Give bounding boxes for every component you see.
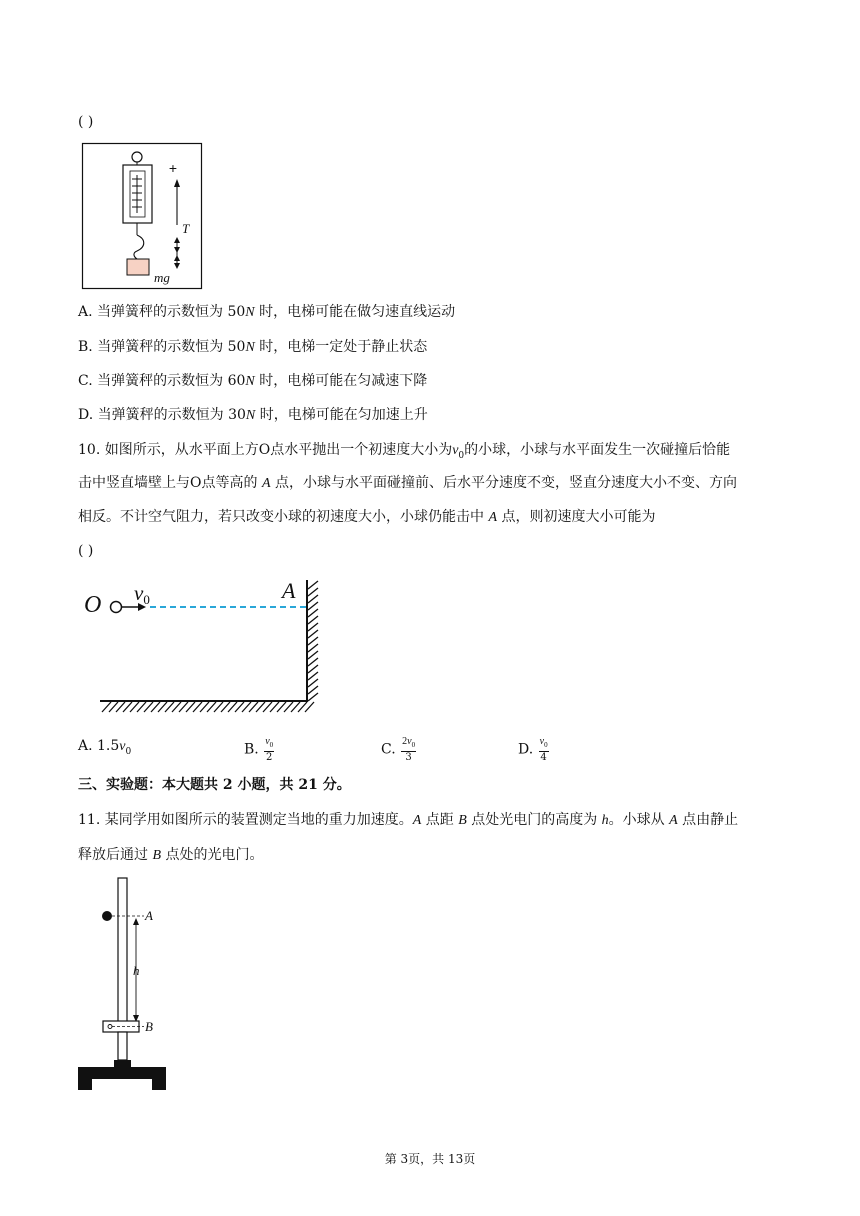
q10-answer-paren: ( )	[78, 543, 94, 559]
q9-option-c: C. 当弹簧秤的示数恒为 60N 时，电梯可能在匀减速下降	[78, 373, 428, 389]
q9-option-a: A. 当弹簧秤的示数恒为 50N 时，电梯可能在做匀速直线运动	[78, 304, 456, 320]
q10-option-c: C. $\frac{2v_0}{3}$	[381, 736, 416, 763]
tension-label: T	[182, 221, 190, 236]
q11-photogate-figure	[78, 878, 168, 1090]
q9-answer-paren: ( )	[78, 114, 94, 130]
q9-option-b: B. 当弹簧秤的示数恒为 50N 时，电梯一定处于静止状态	[78, 339, 428, 355]
height-label: h	[133, 963, 140, 978]
weight-label: mg	[154, 270, 170, 285]
section-3-title: 三、实验题：本大题共 2 小题，共 21 分。	[78, 777, 351, 793]
page-footer: 第 3页，共 13页	[384, 1152, 476, 1166]
q10-option-a: A. $1.5v_0$	[78, 738, 132, 757]
plus-sign: +	[168, 160, 178, 176]
q10-stem-line-2: 击中竖直墙壁上与O点等高的 A 点，小球与水平面碰撞前、后水平分速度不变，竖直分速度大小不变、方向	[78, 475, 737, 491]
point-o-label: O	[84, 592, 102, 618]
q10-option-d: D. $\frac{v_0}{4}$	[518, 736, 548, 763]
q10-projectile-figure	[84, 574, 324, 716]
point-a-label: A	[145, 908, 153, 923]
q11-stem-line-1: 11. 某同学用如图所示的装置测定当地的重力加速度。A 点距 B 点处光电门的高度为 h。小球从 A 点由静止	[78, 812, 739, 828]
point-b-label: B	[145, 1019, 153, 1034]
point-a-label: A	[282, 578, 296, 603]
q9-option-d: D. 当弹簧秤的示数恒为 30N 时，电梯可能在匀加速上升	[78, 407, 428, 423]
q9-spring-scale-figure	[82, 143, 202, 289]
velocity-label: v0	[134, 581, 150, 607]
q10-stem-line-1: 10. 如图所示，从水平面上方O点水平抛出一个初速度大小为$v_0$的小球，小球与水平面发生一次碰撞后恰能	[78, 442, 731, 461]
q10-option-b: B. $\frac{v_0}{2}$	[244, 736, 274, 763]
q11-stem-line-2: 释放后通过 B 点处的光电门。	[78, 847, 264, 863]
q10-stem-line-3: 相反。不计空气阻力，若只改变小球的初速度大小，小球仍能击中 A 点，则初速度大小可能为	[78, 509, 656, 525]
